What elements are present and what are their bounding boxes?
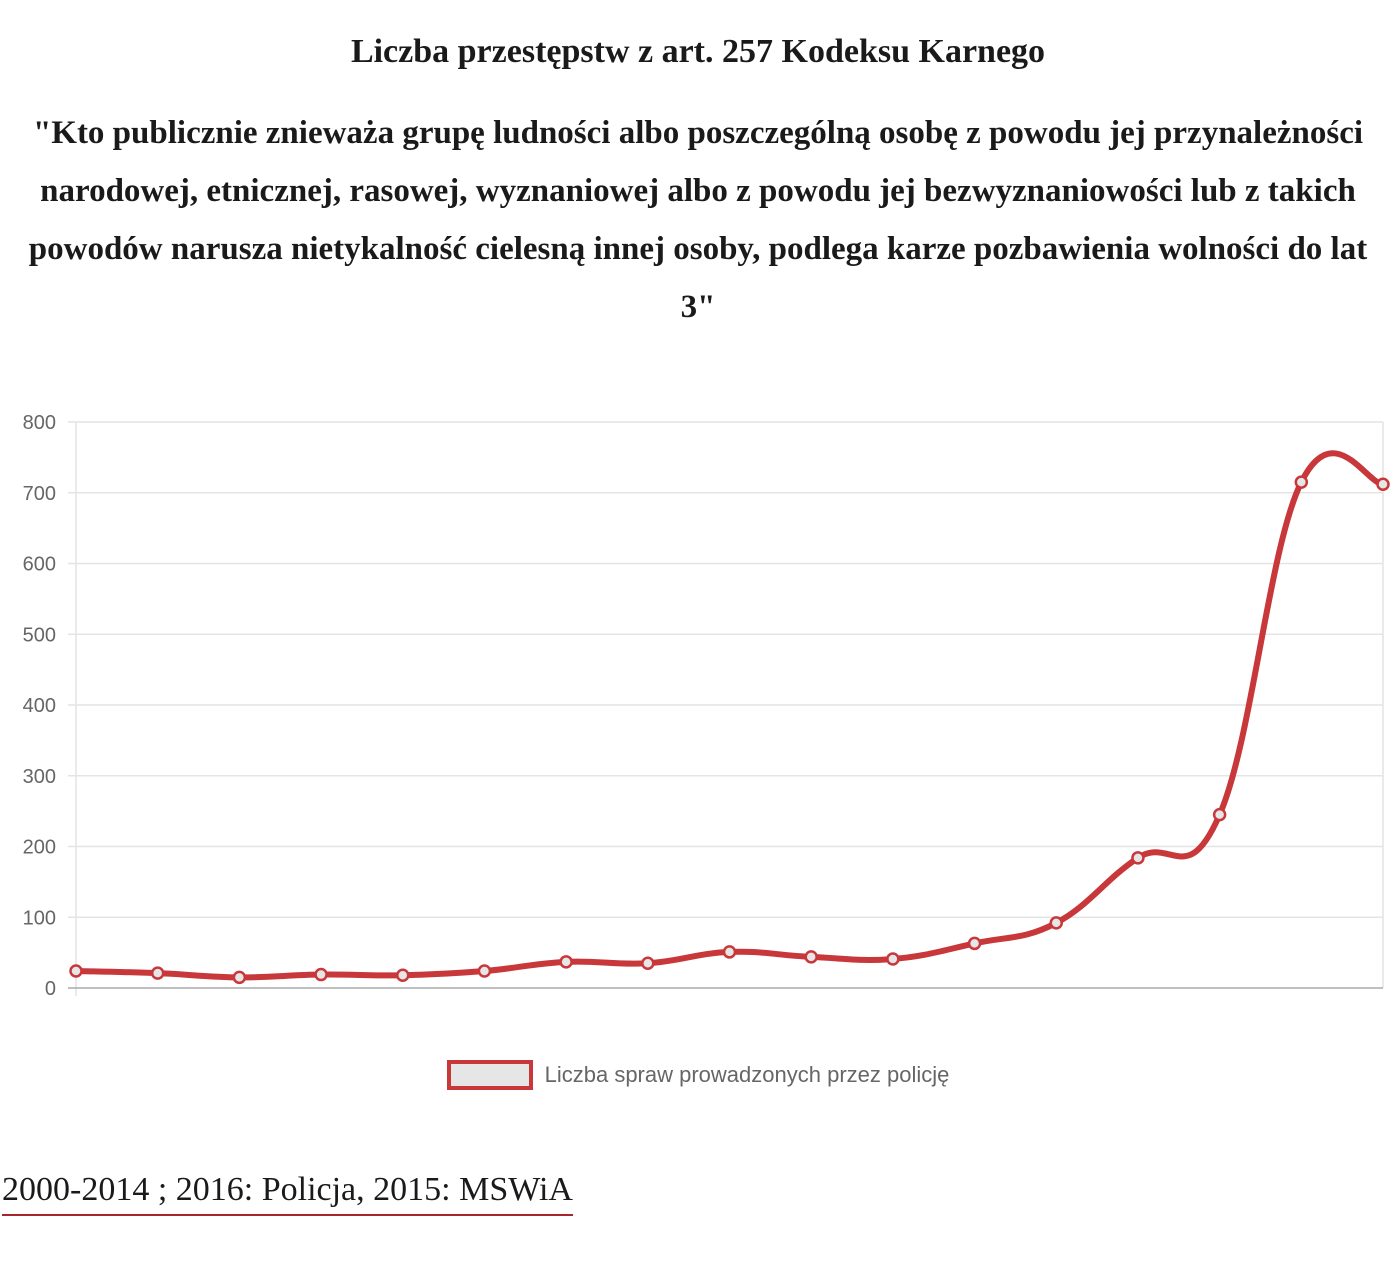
data-point[interactable] [969, 938, 980, 949]
data-point[interactable] [887, 953, 898, 964]
y-tick-label: 300 [22, 765, 56, 788]
y-tick-label: 600 [22, 553, 56, 576]
y-tick-label: 800 [22, 412, 56, 434]
y-tick-label: 200 [22, 836, 56, 859]
data-point[interactable] [71, 966, 82, 977]
line-chart [0, 400, 1396, 1020]
y-tick-label: 500 [22, 624, 56, 647]
axes [68, 422, 1383, 996]
data-point[interactable] [806, 951, 817, 962]
data-point[interactable] [1214, 809, 1225, 820]
data-point[interactable] [1296, 477, 1307, 488]
y-tick-label: 700 [22, 482, 56, 505]
data-point[interactable] [1132, 852, 1143, 863]
data-point[interactable] [234, 972, 245, 983]
data-point[interactable] [724, 946, 735, 957]
data-point[interactable] [397, 970, 408, 981]
series-layer [71, 453, 1389, 983]
y-tick-label: 100 [22, 907, 56, 930]
data-point[interactable] [316, 969, 327, 980]
legend-label: Liczba spraw prowadzonych przez policję [544, 1062, 950, 1087]
data-point[interactable] [1378, 479, 1389, 490]
legend-swatch [447, 1060, 533, 1090]
series-line [76, 453, 1383, 977]
grid-lines [68, 422, 1383, 988]
y-axis-ticks [23, 412, 56, 1000]
data-point[interactable] [479, 966, 490, 977]
source-link[interactable]: 2000-2014 ; 2016: Policja, 2015: MSWiA [2, 1168, 573, 1216]
data-point[interactable] [1051, 917, 1062, 928]
chart-subtitle: "Kto publicznie znieważa grupę ludności albo poszczególną osobę z powodu jej przynależności narodowej, etnicznej, rasowej, wyznaniowej albo z powodu jej bezwyznaniowości lub z takich powodów narusza nietykalność cielesną innej osoby, podlega karze pozbawienia wolności do lat 3" [28, 115, 1368, 325]
y-tick-label: 400 [22, 695, 56, 717]
data-point[interactable] [561, 956, 572, 967]
chart-legend[interactable] [0, 1060, 1396, 1090]
data-point[interactable] [152, 968, 163, 979]
data-point[interactable] [642, 958, 653, 969]
y-tick-label: 0 [44, 978, 56, 1000]
chart-title: Liczba przestępstw z art. 257 Kodeksu Karnego [350, 33, 1046, 70]
